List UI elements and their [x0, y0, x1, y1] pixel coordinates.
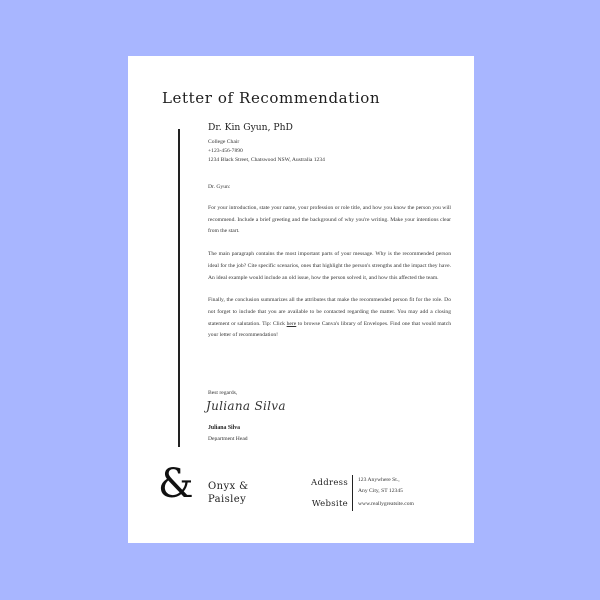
author-address: 1234 Black Street, Chatswood NSW, Australia 1234 [208, 157, 325, 163]
footer-website[interactable]: www.reallygreatsite.com [358, 501, 414, 507]
footer-divider [352, 475, 353, 511]
letter-body [208, 122, 451, 342]
paragraph-intro: For your introduction, state your name, your profession or role title, and how you know the person you will recommend. Include a brief greeting and the background of why you're writing. Make your intentions clear from the start. [208, 205, 451, 235]
vertical-divider [178, 129, 180, 447]
author-phone: +123-456-7890 [208, 148, 243, 154]
author-position: College Chair [208, 139, 240, 145]
signature: Juliana Silva [206, 399, 286, 413]
conclusion-text-b: to browse Canva's library of Envelopes. Find one that would match your letter of recommendation! [208, 320, 451, 339]
paragraph-main: The main paragraph contains the most important parts of your message. Why is the recommended person ideal for the job? Cite specific scenarios, ones that highlight the person's strengths and the impact they have. An ideal example would include an old issue, how the person solved it, and how this affected the team. [208, 251, 451, 281]
ampersand-logo: & [158, 461, 194, 507]
envelopes-link[interactable]: here [286, 320, 297, 327]
brand-name [208, 480, 248, 506]
footer-city: Any City, ST 12345 [358, 488, 403, 494]
brand-line-1: Onyx & [208, 481, 249, 492]
signer-role: Department Head [208, 436, 248, 442]
footer-street: 123 Anywhere St., [358, 477, 400, 483]
salutation: Dr. Gyun: [208, 184, 231, 190]
address-label: Address [311, 478, 348, 488]
brand-line-2: Paisley [208, 494, 247, 505]
website-label: Website [311, 499, 348, 509]
signer-name: Juliana Silva [208, 425, 241, 431]
paragraph-conclusion [208, 295, 451, 342]
letter-title: Letter of Recommendation [162, 89, 381, 107]
author-name: Dr. Kin Gyun, PhD [208, 122, 293, 133]
letter-page [128, 56, 474, 543]
conclusion-text-a: Finally, the conclusion summarizes all the attributes that make the recommended person fit for the role. Do not forget to include that you are available to be contacted regarding the matter. You may add a closing statement or salutation. Tip: Click [208, 297, 451, 327]
closing: Best regards, [208, 390, 238, 396]
